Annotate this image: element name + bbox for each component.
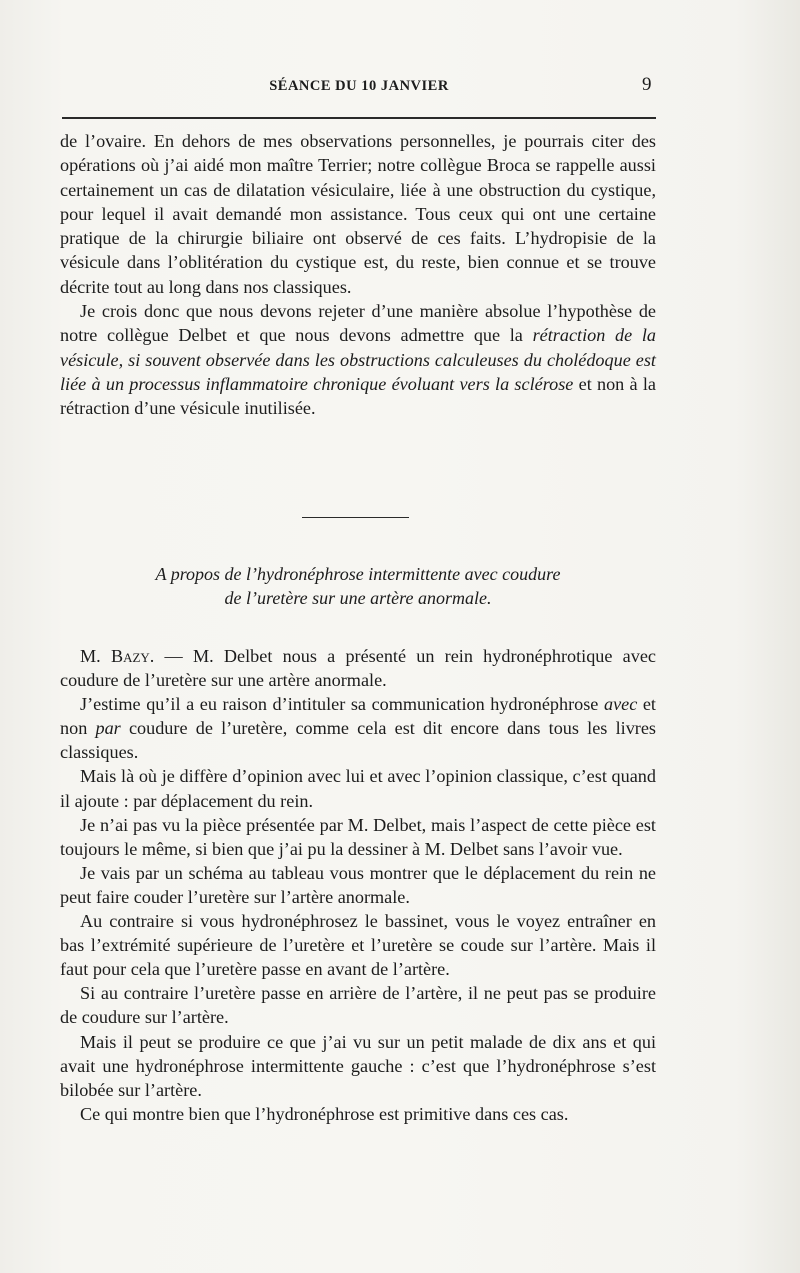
section-title [60, 562, 656, 610]
section-separator [302, 517, 409, 518]
article-continuation [60, 129, 656, 421]
speaker-prefix: M. [80, 646, 111, 666]
section-title-line-1: A propos de l’hydronéphrose intermittente avec coudure [155, 564, 561, 584]
paragraph-bazy-4: Je n’ai pas vu la pièce présentée par M. Delbet, mais l’aspect de cette pièce est toujours le même, si bien que j’ai pu la dessiner à M. Delbet sans l’avoir vue. [60, 814, 656, 859]
paragraph-2 [60, 299, 656, 420]
page-number: 9 [642, 74, 652, 95]
paragraph-bazy-2-end: coudure de l’uretère, comme cela est dit encore dans tous les livres classiques. [60, 718, 656, 763]
paragraph-bazy-3: Mais là où je diffère d’opinion avec lui et avec l’opinion classique, c’est quand il ajoute : par déplacement du rein. [60, 766, 656, 811]
speaker-name: Bazy [110, 646, 150, 666]
word-avec: avec [603, 694, 638, 715]
paragraph-2-start: Je crois donc que nous devons rejeter d’une manière absolue l’hypothèse de notre collègue Delbet et que nous devons admettre que la [60, 301, 656, 346]
article-bazy [60, 644, 656, 1126]
paragraph-bazy-1-rest: . — M. Delbet nous a présenté un rein hydronéphrotique avec coudure de l’uretère sur une artère anormale. [60, 646, 656, 691]
section-title-line-2: de l’uretère sur une artère anormale. [224, 588, 492, 608]
paragraph-bazy-6: Au contraire si vous hydronéphrosez le bassinet, vous le voyez entraîner en bas l’extrémité supérieure de l’uretère et l’uretère se coude sur l’artère. Mais il faut pour cela que l’uretère passe en avant de l’artère. [60, 911, 656, 980]
paragraph-bazy-7: Si au contraire l’uretère passe en arrière de l’artère, il ne peut pas se produire de coudure sur l’artère. [60, 983, 656, 1028]
header-rule [62, 117, 656, 119]
paragraph-bazy-1 [60, 644, 656, 692]
paragraph-bazy-5: Je vais par un schéma au tableau vous montrer que le déplacement du rein ne peut faire couder l’uretère sur l’artère anormale. [60, 862, 656, 907]
paragraph-1: de l’ovaire. En dehors de mes observations personnelles, je pourrais citer des opérations où j’ai aidé mon maître Terrier; notre collègue Broca se rappelle aussi certainement un cas de dilatation vésiculaire, liée à une obstruction du cystique, pour lequel il avait demandé mon assistance. Tous ceux qui ont une certaine pratique de la chirurgie biliaire ont observé de ces faits. L’hydropisie de la vésicule dans l’oblitération du cystique est, du reste, bien connue et se trouve décrite tout au long dans nos classiques. [60, 131, 656, 297]
running-header [62, 76, 656, 102]
paragraph-bazy-2 [60, 692, 656, 764]
paragraph-bazy-2-mid: et non [60, 694, 656, 739]
word-par: par [95, 718, 121, 739]
paragraph-bazy-8: Mais il peut se produire ce que j’ai vu sur un petit malade de dix ans et qui avait une hydronéphrose intermittente gauche : c’est que l’hydronéphrose s’est bilobée sur l’artère. [60, 1031, 656, 1100]
paragraph-2-end: et non à la rétraction d’une vésicule inutilisée. [60, 373, 656, 419]
running-title: SÉANCE DU 10 JANVIER [269, 78, 449, 94]
paragraph-bazy-9: Ce qui montre bien que l’hydronéphrose est primitive dans ces cas. [80, 1103, 569, 1124]
paragraph-2-italic: rétraction de la vésicule, si souvent observée dans les obstructions calculeuses du cholédoque est liée à un processus inflammatoire chronique évoluant vers la sclérose [60, 325, 656, 394]
paragraph-bazy-2-start: J’estime qu’il a eu raison d’intituler sa communication hydronéphrose [80, 694, 604, 715]
